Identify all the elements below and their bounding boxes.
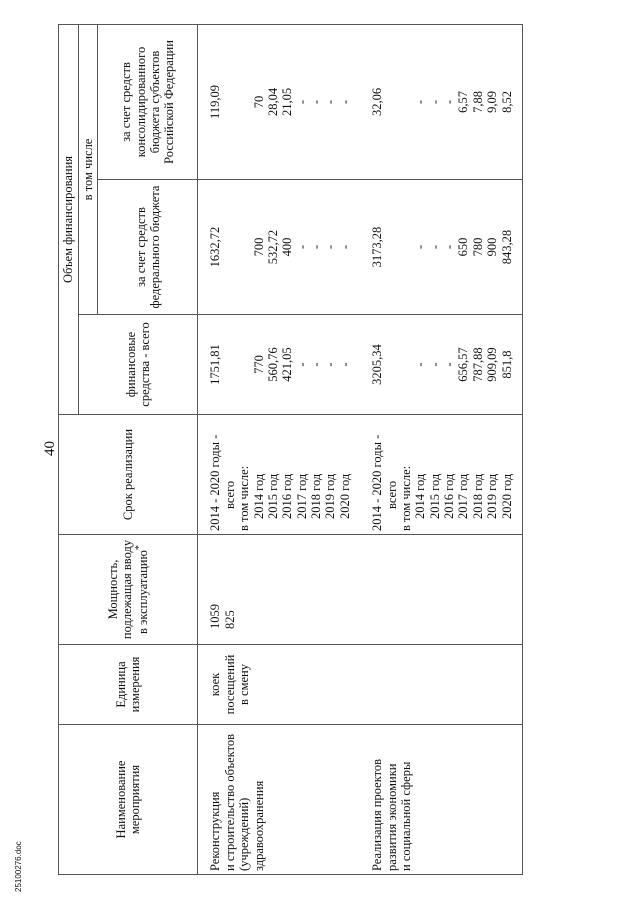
total-year-value: - (309, 362, 323, 367)
regional-year-value: - (427, 99, 442, 105)
table-header (59, 24, 198, 874)
federal-year-value: - (337, 244, 352, 250)
unit-line: коек (208, 672, 223, 697)
period-year: 2019 год (323, 473, 338, 519)
cell-period (360, 415, 522, 535)
regional-value: 32,06 (370, 87, 385, 117)
cell-unit (198, 645, 360, 725)
header-capacity-footnote-mark: * (134, 544, 146, 551)
regional-year-value: 8,52 (499, 91, 514, 113)
cell-regional (198, 24, 360, 179)
period-year: 2019 год (485, 473, 500, 519)
federal-value: 1632,72 (208, 226, 223, 268)
federal-year-value: 532,72 (265, 229, 280, 265)
regional-year-value: - (309, 99, 323, 105)
period-total: 2014 - 2020 годы - (208, 434, 223, 531)
cell-capacity (198, 535, 360, 645)
name-line: Реконструкция (208, 791, 223, 871)
cell-federal (198, 180, 360, 315)
header-total: финансовые средства - всего (79, 315, 198, 415)
header-including: в том числе (79, 24, 98, 314)
cell-federal (360, 180, 522, 315)
period-year: 2014 год (413, 473, 428, 519)
table-row (360, 24, 522, 874)
cell-regional (360, 24, 522, 179)
regional-year-value: 9,09 (485, 91, 500, 113)
cell-unit (360, 645, 522, 725)
document-code: 25100276.doc (14, 841, 23, 892)
total-year-value: - (413, 362, 428, 367)
page-number: 40 (42, 441, 58, 456)
header-unit: Единица измерения (59, 645, 198, 725)
header-name: Наименование мероприятия (59, 725, 198, 875)
total-year-value: - (427, 362, 442, 367)
period-total-suffix: всего (384, 480, 399, 509)
name-line: и строительство объектов (222, 734, 237, 871)
regional-year-value: 70 (251, 95, 266, 109)
federal-year-value: - (323, 244, 338, 250)
name-line: здравоохранения (251, 780, 266, 871)
total-value: 3205,34 (370, 344, 385, 385)
regional-year-value: 6,57 (456, 91, 471, 113)
unit-line: посещений (222, 654, 237, 715)
cell-name (360, 725, 522, 875)
regional-year-value: - (413, 99, 428, 105)
total-year-value: - (294, 362, 309, 367)
period-year: 2017 год (456, 473, 471, 519)
regional-year-value: - (323, 99, 338, 105)
table-body (198, 24, 523, 874)
financing-table (58, 24, 523, 875)
federal-year-value: 843,28 (499, 229, 514, 265)
total-year-value: - (323, 362, 338, 367)
name-line: развития экономики (384, 763, 399, 871)
period-including-label: в том числе: (398, 465, 413, 531)
header-capacity (59, 535, 198, 645)
period-year: 2016 год (280, 473, 295, 519)
total-year-value: 909,09 (485, 347, 500, 382)
regional-year-value: - (442, 99, 456, 105)
header-federal: за счет средств федерального бюджета (98, 180, 198, 315)
header-regional: за счет средств консолидированного бюджета субъектов Российской Федерации (98, 24, 198, 179)
table-row (198, 24, 360, 874)
federal-year-value: 780 (470, 237, 485, 257)
cell-total (198, 315, 360, 415)
period-year: 2018 год (309, 473, 323, 519)
name-line: Реализация проектов (370, 758, 385, 871)
period-year: 2016 год (442, 473, 456, 519)
cell-total (360, 315, 522, 415)
header-financing: Объем финансирования (59, 24, 79, 414)
cell-period (198, 415, 360, 535)
total-year-value: 421,05 (280, 347, 295, 382)
federal-year-value: - (413, 244, 428, 250)
regional-year-value: - (294, 99, 309, 105)
period-year: 2020 год (499, 473, 514, 519)
unit-line: в смену (237, 664, 252, 705)
name-line: и социальной сферы (398, 761, 413, 871)
name-line: (учреждений) (237, 797, 252, 871)
federal-year-value: - (294, 244, 309, 250)
regional-year-value: 21,05 (280, 87, 295, 117)
federal-year-value: 700 (251, 237, 266, 257)
federal-year-value: 650 (456, 237, 471, 257)
total-year-value: - (442, 362, 456, 367)
capacity-value: 825 (222, 610, 237, 629)
regional-year-value: - (337, 99, 352, 105)
total-year-value: 770 (251, 355, 266, 374)
header-capacity-text: Мощность, подлежащая вводу в эксплуатацию (105, 539, 151, 640)
federal-year-value: - (427, 244, 442, 250)
header-period: Срок реализации (59, 415, 198, 535)
period-year: 2018 год (470, 473, 485, 519)
period-year: 2014 год (251, 473, 266, 519)
period-year: 2020 год (337, 473, 352, 519)
total-year-value: 560,76 (265, 347, 280, 382)
federal-year-value: 400 (280, 237, 295, 257)
federal-value: 3173,28 (370, 226, 385, 268)
total-year-value: 851,8 (499, 350, 514, 379)
total-year-value: 656,57 (456, 347, 471, 382)
cell-name (198, 725, 360, 875)
regional-year-value: 28,04 (265, 87, 280, 117)
federal-year-value: - (309, 244, 323, 250)
total-year-value: - (337, 362, 352, 367)
period-total: 2014 - 2020 годы - (370, 434, 385, 531)
period-year: 2015 год (427, 473, 442, 519)
total-value: 1751,81 (208, 344, 223, 385)
period-total-suffix: всего (222, 480, 237, 509)
period-year: 2017 год (294, 473, 309, 519)
regional-year-value: 7,88 (470, 91, 485, 113)
total-year-value: 787,88 (470, 347, 485, 382)
federal-year-value: 900 (485, 237, 500, 257)
federal-year-value: - (442, 244, 456, 250)
cell-capacity (360, 535, 522, 645)
capacity-value: 1059 (208, 604, 223, 629)
period-year: 2015 год (265, 473, 280, 519)
regional-value: 119,09 (208, 85, 223, 119)
period-including-label: в том числе: (237, 465, 252, 531)
